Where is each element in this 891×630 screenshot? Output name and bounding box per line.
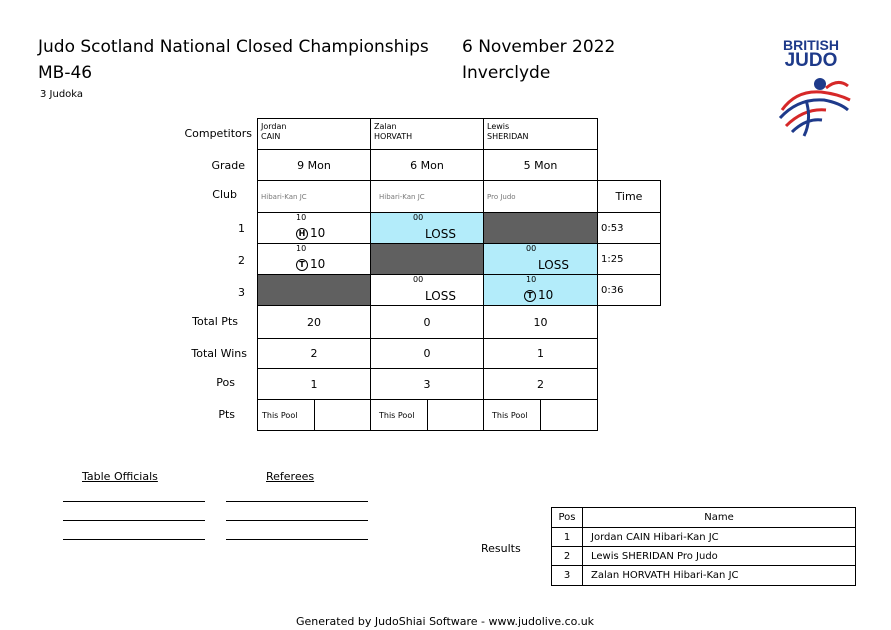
pts-value-3 <box>540 399 598 431</box>
label-row-2: 2 <box>238 254 245 267</box>
event-date: 6 November 2022 <box>462 37 616 57</box>
judoka-count: 3 Judoka <box>40 89 84 100</box>
label-total-pts: Total Pts <box>192 315 238 328</box>
contest-time: 1:25 <box>597 243 661 275</box>
score-top: 00 <box>413 213 424 222</box>
score-top: 10 <box>296 213 307 222</box>
grade-3: 5 Mon <box>483 149 598 181</box>
table-officials-heading: Table Officials <box>82 470 158 483</box>
score-cell <box>483 274 598 306</box>
tsuzukete-icon: T <box>524 290 536 302</box>
competitor-last-name: HORVATH <box>374 132 413 141</box>
blocked-cell <box>370 243 484 275</box>
total-pts-2: 0 <box>370 305 484 339</box>
british-judo-logo <box>776 38 856 148</box>
score-cell <box>370 274 484 306</box>
competitor-name-1 <box>257 118 371 150</box>
referees-heading: Referees <box>266 470 315 483</box>
grade-1: 9 Mon <box>257 149 371 181</box>
club-2: Hibari-Kan JC <box>370 180 484 213</box>
grade-2: 6 Mon <box>370 149 484 181</box>
results-row-name: Zalan HORVATH Hibari-Kan JC <box>582 565 856 586</box>
label-row-3: 3 <box>238 286 245 299</box>
total-pts-3: 10 <box>483 305 598 339</box>
label-row-1: 1 <box>238 222 245 235</box>
category: MB-46 <box>38 63 93 83</box>
competitor-last-name: CAIN <box>261 132 281 141</box>
signature-line <box>226 520 368 521</box>
results-row-name: Jordan CAIN Hibari-Kan JC <box>582 527 856 547</box>
time-header: Time <box>597 180 661 213</box>
logo-text-line1: BRITISH <box>783 37 839 53</box>
signature-line <box>226 501 368 502</box>
score-value: 10 <box>310 226 326 240</box>
results-row-pos: 2 <box>551 546 583 566</box>
label-club: Club <box>212 188 237 201</box>
score-value: LOSS <box>425 227 456 241</box>
logo-text-line2: JUDO <box>784 50 838 71</box>
results-row-name: Lewis SHERIDAN Pro Judo <box>582 546 856 566</box>
contest-time: 0:36 <box>597 274 661 306</box>
score-cell <box>370 212 484 244</box>
competitor-first-name: Jordan <box>261 122 287 131</box>
club-3: Pro Judo <box>483 180 598 213</box>
score-top: 00 <box>413 275 424 284</box>
score-value: 10 <box>310 257 326 271</box>
judoka-figure-icon <box>776 70 856 140</box>
competitor-first-name: Zalan <box>374 122 397 131</box>
pos-1: 1 <box>257 368 371 400</box>
event-title: Judo Scotland National Closed Championships <box>38 37 429 57</box>
signature-line <box>63 539 205 540</box>
pos-3: 2 <box>483 368 598 400</box>
competitor-name-3 <box>483 118 598 150</box>
competitor-name-2 <box>370 118 484 150</box>
score-top: 10 <box>296 244 307 253</box>
score-top: 10 <box>526 275 537 284</box>
score-top: 00 <box>526 244 537 253</box>
competitor-last-name: SHERIDAN <box>487 132 529 141</box>
results-row-pos: 1 <box>551 527 583 547</box>
label-competitors: Competitors <box>184 127 252 140</box>
label-pts: Pts <box>218 408 235 421</box>
label-total-wins: Total Wins <box>191 347 247 360</box>
signature-line <box>226 539 368 540</box>
pts-this-pool-2: This Pool <box>370 399 428 431</box>
score-cell <box>257 243 371 275</box>
total-wins-1: 2 <box>257 338 371 369</box>
total-wins-3: 1 <box>483 338 598 369</box>
results-head-pos: Pos <box>551 507 583 528</box>
blocked-cell <box>483 212 598 244</box>
competitor-first-name: Lewis <box>487 122 510 131</box>
results-row-pos: 3 <box>551 565 583 586</box>
pts-value-1 <box>314 399 371 431</box>
pts-this-pool-1: This Pool <box>257 399 315 431</box>
results-head-name: Name <box>582 507 856 528</box>
score-cell <box>483 243 598 275</box>
total-pts-1: 20 <box>257 305 371 339</box>
venue: Inverclyde <box>462 63 551 83</box>
tsuzukete-icon: T <box>296 259 308 271</box>
signature-line <box>63 520 205 521</box>
pts-value-2 <box>427 399 484 431</box>
signature-line <box>63 501 205 502</box>
label-grade: Grade <box>211 159 245 172</box>
footer-credit: Generated by JudoShiai Software - www.judolive.co.uk <box>296 615 595 628</box>
score-value: LOSS <box>538 258 569 272</box>
blocked-cell <box>257 274 371 306</box>
total-wins-2: 0 <box>370 338 484 369</box>
club-1: Hibari-Kan JC <box>257 180 371 213</box>
score-value: 10 <box>538 288 554 302</box>
results-label: Results <box>481 542 521 555</box>
pts-this-pool-3: This Pool <box>483 399 541 431</box>
score-cell <box>257 212 371 244</box>
hansokumake-icon: H <box>296 228 308 240</box>
score-value: LOSS <box>425 289 456 303</box>
pos-2: 3 <box>370 368 484 400</box>
label-pos: Pos <box>216 376 235 389</box>
contest-time: 0:53 <box>597 212 661 244</box>
